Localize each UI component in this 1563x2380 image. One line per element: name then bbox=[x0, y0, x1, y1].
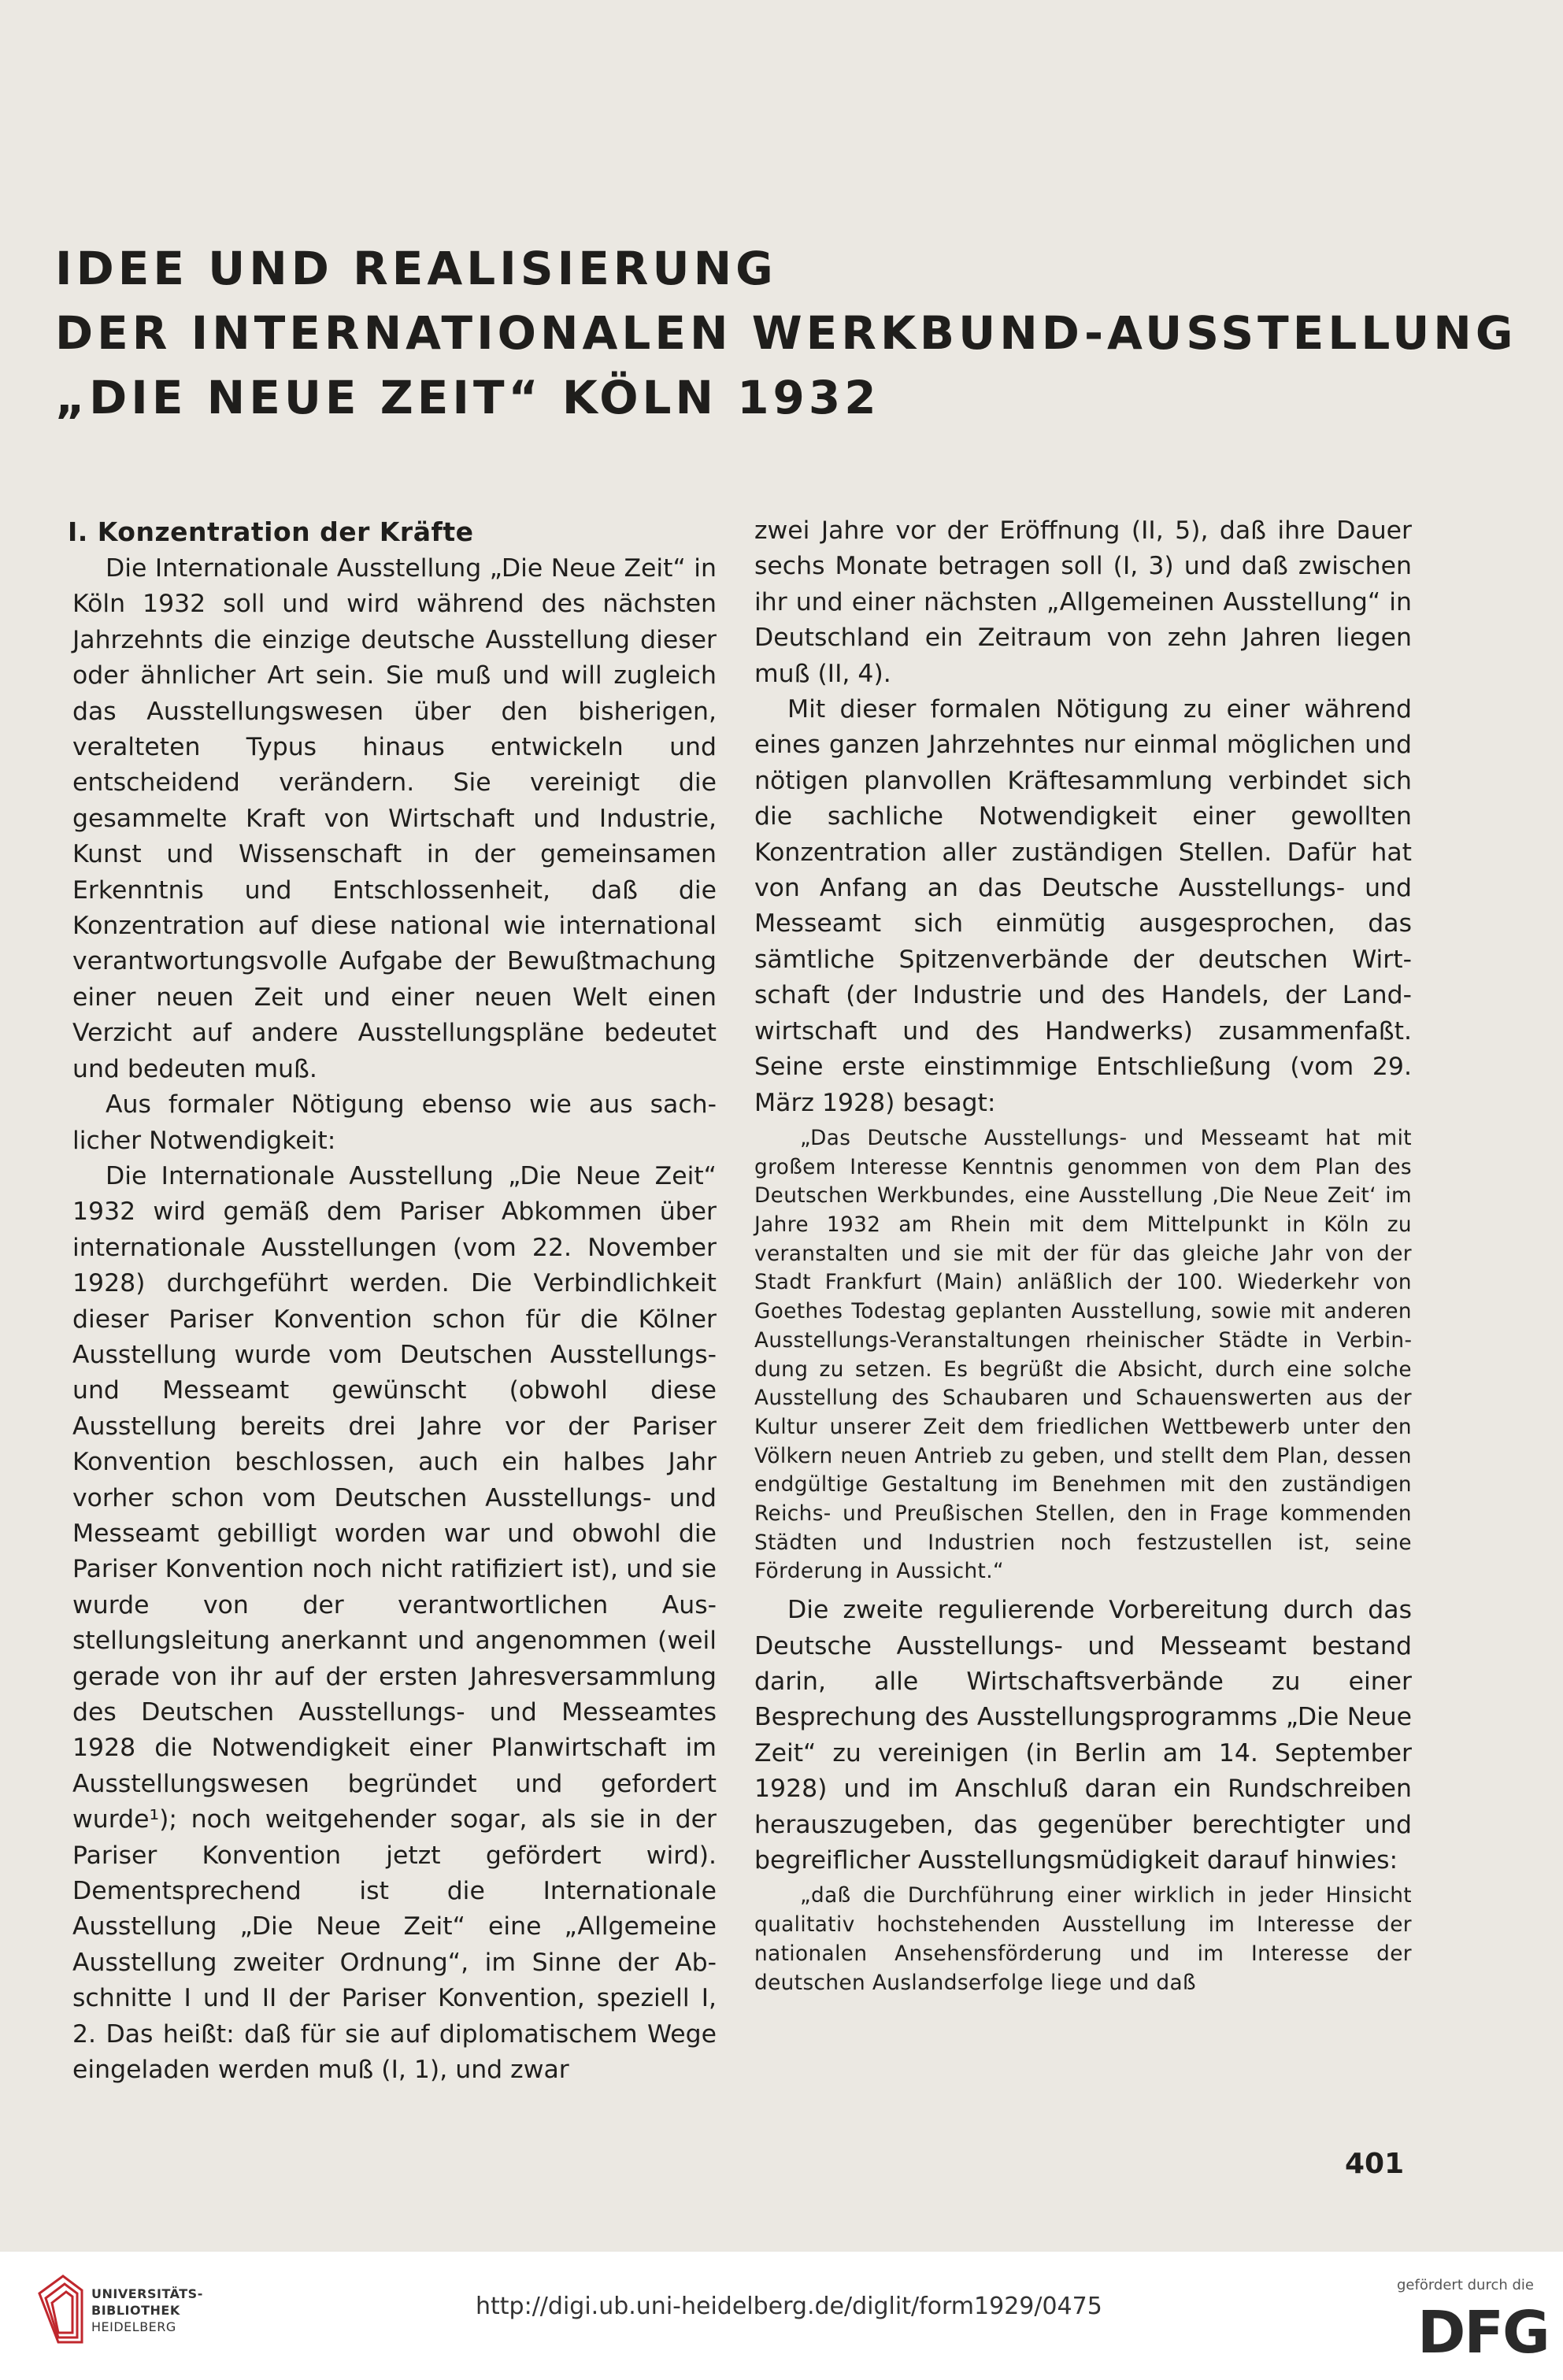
funding-caption: gefördert durch die bbox=[1397, 2277, 1534, 2293]
block-quote: „Das Deutsche Ausstellungs- und Messeamt hat mit großem Interesse Kenntnis genommen von dem Plan des Deutschen Werkbundes, eine Ausstellung ‚Die Neue Zeit‘ im Jahre 1932 am Rhein mit dem Mittelpunkt in Köln zu veranstalten und sie mit der für das gleiche Jahr von der Stadt Frankfurt (Main) anläßlich der 100. Wiederkehr von Goethes Todestag geplanten Ausstellung, sowie mit anderen Ausstellungs-Veranstaltungen rheinischer Städte in Verbindung zu setzen. Es begrüßt die Absicht, durch eine solche Ausstellung des Schaubaren und Schauenswerten aus der Kultur unserer Zeit dem friedlichen Wettbewerb unter den Völkern neuen Antrieb zu geben, und stellt dem Plan, dessen endgültige Gestaltung im Benehmen mit den zuständigen Reichs- und Preußischen Stellen, den in Frage kommenden Städten und Industrien noch festzustellen ist, seine Förderung in Aussicht.“ bbox=[754, 1126, 1412, 1584]
right-column bbox=[754, 513, 1412, 2004]
paragraph: Die zweite regulierende Vorbereitung durch das Deutsche Ausstellungs- und Messeamt bestand darin, alle Wirtschaftsverbände zu einer Besprechung des Ausstellungsprogramms „Die Neue Zeit“ zu vereinigen (in Berlin am 14. September 1928) und im Anschluß daran ein Rundschreiben herauszugeben, das gegenüber berechtigter und begreiflicher Ausstellungsmüdigkeit darauf hinwies: bbox=[754, 1596, 1412, 1875]
university-library-logo-icon[interactable] bbox=[31, 2270, 88, 2349]
paragraph: Aus formaler Nötigung ebenso wie aus sachlicher Notwendigkeit: bbox=[72, 1090, 717, 1155]
left-column bbox=[68, 513, 717, 2088]
block-quote: „daß die Durchführung einer wirklich in jeder Hinsicht qualitativ hochstehenden Ausstellung im Interesse der nationalen Ansehensförderung und im Interesse der deutschen Auslandserfolge liege und daß bbox=[754, 1884, 1412, 1995]
source-url-link[interactable]: http://digi.ub.uni-heidelberg.de/diglit/form1929/0475 bbox=[476, 2293, 1102, 2320]
paragraph: Mit dieser formalen Nötigung zu einer während eines ganzen Jahrzehntes nur einmal möglichen und nötigen planvollen Kräftesammlung verbindet sich die sachliche Notwendigkeit einer gewollten Konzentration aller zuständigen Stellen. Dafür hat von Anfang an das Deutsche Ausstellungs- und Messeamt sich einmütig ausgesprochen, das sämtliche Spitzenverbände der deutschen Wirtschaft (der Industrie und des Handels, der Landwirtschaft und des Handwerks) zusammenfaßt. Seine erste einstimmige Entschließung (vom 29. März 1928) besagt: bbox=[754, 695, 1412, 1117]
document-title bbox=[55, 236, 1517, 430]
section-heading: I. Konzentration der Kräfte bbox=[68, 516, 474, 547]
title-line-1: IDEE UND REALISIERUNG bbox=[55, 242, 777, 295]
paragraph: Die Internationale Ausstellung „Die Neue Zeit“ in Köln 1932 soll und wird während des nächsten Jahrzehnts die einzige deutsche Ausstellung dieser oder ähnlicher Art sein. Sie muß und will zugleich das Ausstellungswesen über den bisherigen, veralteten Typus hinaus entwickeln und entscheidend verändern. Sie vereinigt die gesammelte Kraft von Wirtschaft und Industrie, Kunst und Wissenschaft in der gemeinsamen Erkenntnis und Entschlossenheit, daß die Konzentration auf diese national wie international verantwortungsvolle Aufgabe der Bewußtmachung einer neuen Zeit und einer neuen Welt einen Verzicht auf andere Ausstellungspläne bedeutet und bedeuten muß. bbox=[72, 554, 717, 1083]
page-number: 401 bbox=[1345, 2148, 1405, 2180]
paragraph: zwei Jahre vor der Eröffnung (II, 5), daß ihre Dauer sechs Monate betragen soll (I, 3) und daß zwischen ihr und einer nächsten „Allgemeinen Ausstellung“ in Deutschland ein Zeitraum von zehn Jahren liegen muß (II, 4). bbox=[754, 516, 1412, 688]
library-line-3: HEIDELBERG bbox=[91, 2319, 176, 2334]
library-name bbox=[91, 2286, 203, 2335]
library-line-1: UNIVERSITÄTS- bbox=[91, 2286, 203, 2301]
paragraph: Die Internationale Ausstellung „Die Neue Zeit“ 1932 wird gemäß dem Pariser Abkommen über internationale Ausstellungen (vom 22. November 1928) durchgeführt werden. Die Verbindlichkeit dieser Pariser Konvention schon für die Kölner Ausstellung wurde vom Deutschen Ausstellungs- und Messeamt gewünscht (obwohl diese Ausstellung bereits drei Jahre vor der Pariser Konvention beschlossen, auch ein halbes Jahr vorher schon vom Deutschen Ausstellungs- und Messeamt gebilligt worden war und obwohl die Pariser Konvention noch nicht ratifiziert ist), und sie wurde von der verantwortlichen Ausstellungsleitung anerkannt und angenommen (weil gerade von ihr auf der ersten Jahresversammlung des Deutschen Ausstellungs- und Messeamtes 1928 die Notwendigkeit einer Planwirtschaft im Ausstellungswesen begründet und gefordert wurde¹); noch weitgehender sogar, als sie in der Pariser Konvention jetzt gefördert wird). Dementsprechend ist die Internationale Ausstellung „Die Neue Zeit“ eine „Allgemeine Ausstellung zweiter Ordnung“, im Sinne der Abschnitte I und II der Pariser Konvention, speziell I, 2. Das heißt: daß für sie auf diplomatischem Wege eingeladen werden muß (I, 1), und zwar bbox=[72, 1161, 717, 2085]
title-line-2: DER INTERNATIONALEN WERKBUND-AUSSTELLUNG bbox=[55, 306, 1517, 360]
title-line-3: „DIE NEUE ZEIT“ KÖLN 1932 bbox=[55, 371, 880, 424]
dfg-logo[interactable]: DFG bbox=[1417, 2299, 1549, 2367]
library-line-2: BIBLIOTHEK bbox=[91, 2303, 180, 2318]
